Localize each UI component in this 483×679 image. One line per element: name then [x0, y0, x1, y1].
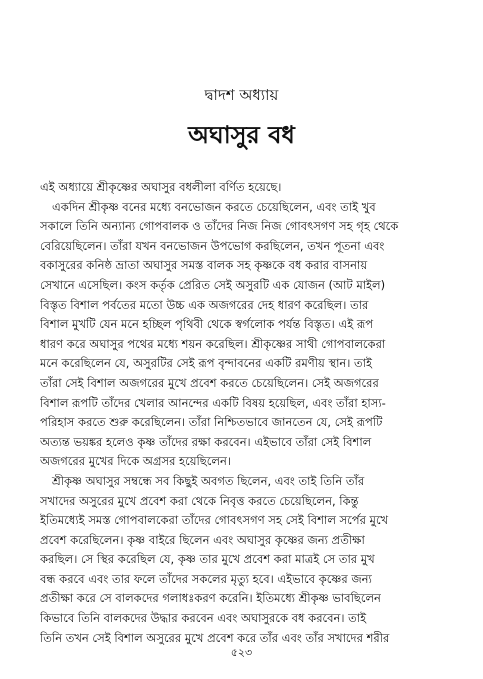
text-line: তাঁরা সেই বিশাল অজগরের মুখে প্রবেশ করতে চেয়েছিলেন। সেই অজগরের — [40, 375, 379, 390]
text-line: সখাদের অসুরের মুখে প্রবেশ করা থেকে নিবৃত্ত করতে চেয়েছিলেন, কিন্তু — [40, 493, 359, 508]
chapter-heading: দ্বাদশ অধ্যায় — [204, 86, 279, 104]
page-number: ৫২৩ — [230, 646, 253, 659]
text-line: এই অধ্যায়ে শ্রীকৃষ্ণের অঘাসুর বধলীলা বর্ণিত হয়েছে। — [40, 180, 282, 194]
text-line: বেরিয়েছিলেন। তাঁরা যখন বনভোজন উপভোগ করছিলেন, তখন পূতনা এবং — [40, 238, 385, 253]
text-line: করছিল। সে স্থির করেছিল যে, কৃষ্ণ তার মুখে প্রবেশ করা মাত্রই সে তার মুখ — [40, 552, 375, 567]
chapter-title: অঘাসুর বধ — [188, 121, 295, 149]
text-line: বকাসুরের কনিষ্ঠ ভ্রাতা অঘাসুর সমস্ত বালক সহ কৃষ্ণকে বধ করার বাসনায় — [40, 258, 368, 273]
text-line: ইতিমধ্যেই সমস্ত গোপবালকেরা তাঁদের গোবৎসগণ সহ সেই বিশাল সর্পের মুখে — [40, 513, 389, 528]
text-line: কিভাবে তিনি বালকদের উদ্ধার করবেন এবং অঘাসুরকে বধ করবেন। তাই — [40, 611, 367, 626]
body-text — [40, 178, 453, 648]
text-line: অত্যন্ত ভয়ঙ্কর হলেও কৃষ্ণ তাঁদের রক্ষা করবেন। এইভাবে তাঁরা সেই বিশাল — [40, 434, 372, 449]
text-line: সকালে তিনি অন্যান্য গোপবালক ও তাঁদের নিজ নিজ গোবৎসগণ সহ গৃহ থেকে — [40, 219, 399, 234]
text-line: শ্রীকৃষ্ণ অঘাসুর সম্বন্ধে সব কিছুই অবগত ছিলেন, এবং তাই তিনি তাঁর — [52, 473, 365, 488]
text-line: পরিহাস করতে শুরু করেছিলেন। তাঁরা নিশ্চিতভাবে জানতেন যে, সেই রূপটি — [40, 415, 383, 430]
text-line: ধারণ করে অঘাসুর পথের মধ্যে শয়ন করেছিল। শ্রীকৃষ্ণের সাথী গোপবালকেরা — [40, 336, 386, 351]
text-line: বন্ধ করবে এবং তার ফলে তাঁদের সকলের মৃত্যু হবে। এইভাবে কৃষ্ণের জন্য — [40, 571, 372, 586]
text-line: বিশাল মুখটি যেন মনে হচ্ছিল পৃথিবী থেকে স্বর্গলোক পর্যন্ত বিস্তৃত। এই রূপ — [40, 317, 374, 332]
text-line: প্রতীক্ষা করে সে বালকদের গলাধঃকরণ করেনি। ইতিমধ্যে শ্রীকৃষ্ণ ভাবছিলেন — [40, 591, 381, 606]
text-line: মনে করেছিলেন যে, অসুরটির সেই রূপ বৃন্দাবনের একটি রমণীয় স্থান। তাই — [40, 356, 372, 371]
text-line: অজগরের মুখের দিকে অগ্রসর হয়েছিলেন। — [40, 454, 231, 469]
text-line: সেখানে এসেছিল। কংস কর্তৃক প্রেরিত সেই অসুরটি এক যোজন (আট মাইল) — [40, 277, 386, 292]
text-line: বিশাল রূপটি তাঁদের খেলার আনন্দের একটি বিষয় হয়েছিল, এবং তাঁরা হাস্য- — [40, 395, 386, 410]
text-line: বিস্তৃত বিশাল পর্বতের মতো উচ্চ এক অজগরের দেহ ধারণ করেছিল। তার — [40, 297, 369, 312]
text-line: একদিন শ্রীকৃষ্ণ বনের মধ্যে বনভোজন করতে চেয়েছিলেন, এবং তাই খুব — [52, 199, 376, 214]
text-line: তিনি তখন সেই বিশাল অসুরের মুখে প্রবেশ করে তাঁর এবং তাঁর সখাদের শরীর — [40, 630, 390, 645]
text-line: প্রবেশ করেছিলেন। কৃষ্ণ বাইরে ছিলেন এবং অঘাসুর কৃষ্ণের জন্য প্রতীক্ষা — [40, 532, 365, 547]
